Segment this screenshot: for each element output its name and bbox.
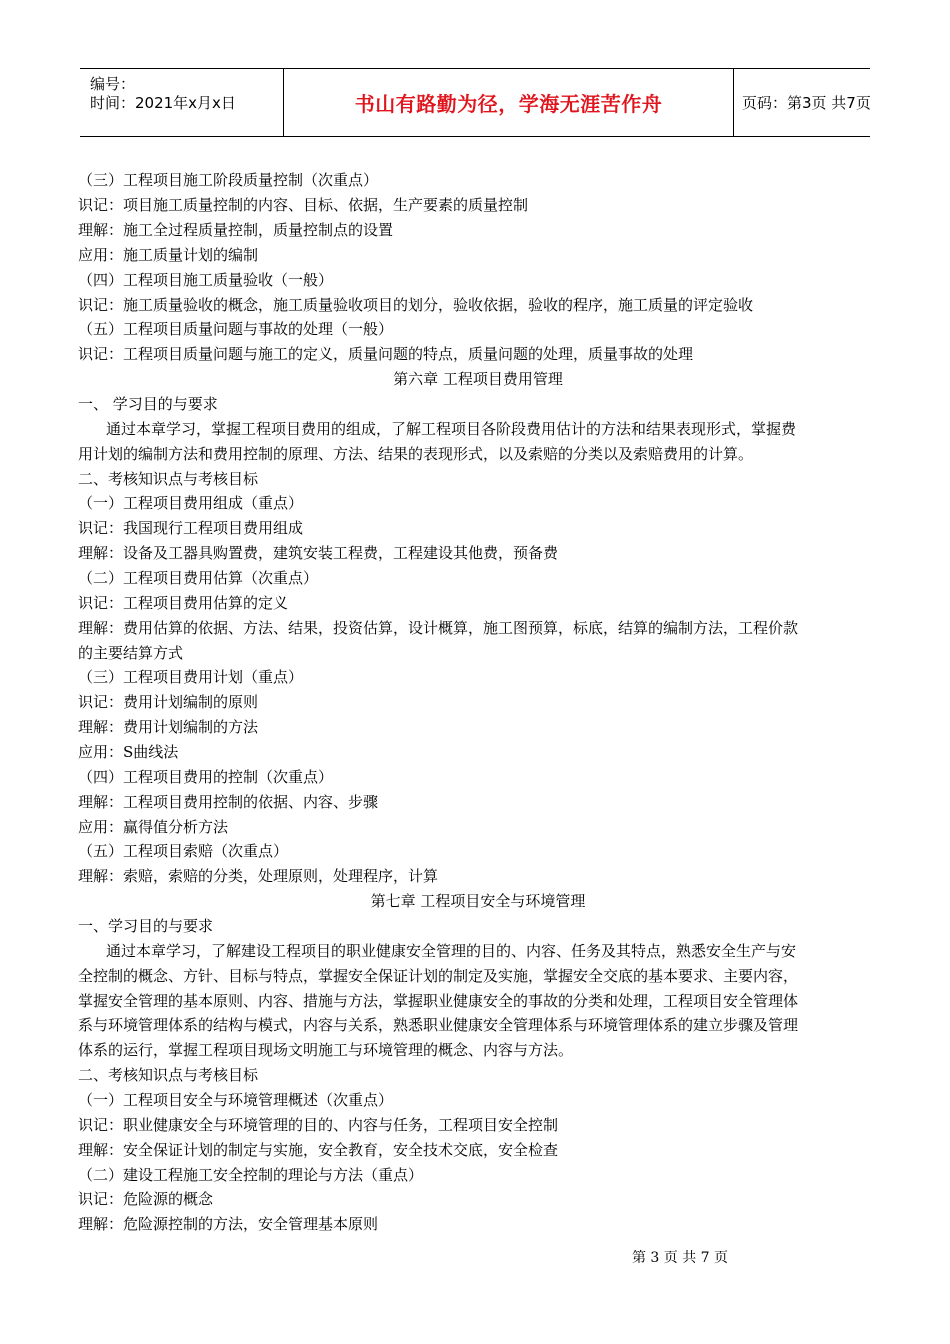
body-line: 理解：索赔，索赔的分类，处理原则，处理程序，计算 (78, 867, 439, 885)
body-line: 理解：费用计划编制的方法 (78, 718, 259, 736)
body-line: 理解：设备及工器具购置费，建筑安装工程费，工程建设其他费，预备费 (78, 544, 559, 562)
section-heading: （三）工程项目施工阶段质量控制（次重点） (78, 171, 379, 189)
section-heading: （三）工程项目费用计划（重点） (78, 668, 304, 686)
section-heading: （五）工程项目质量问题与事故的处理（一般） (78, 320, 394, 338)
body-line: 应用：S曲线法 (78, 743, 179, 761)
body-line: 识记：费用计划编制的原则 (78, 693, 259, 711)
body-line: 理解：危险源控制的方法，安全管理基本原则 (78, 1215, 379, 1233)
body-line: 识记：工程项目费用估算的定义 (78, 594, 289, 612)
body-line: 理解：费用估算的依据、方法、结果，投资估算，设计概算，施工图预算，标底，结算的编制方法，工程价款 (78, 619, 799, 637)
header-page-number: 页码：第3页 共7页 (742, 94, 871, 112)
body-line: 应用：赢得值分析方法 (78, 818, 229, 836)
section-heading: （二）工程项目费用估算（次重点） (78, 569, 319, 587)
body-line: 理解：工程项目费用控制的依据、内容、步骤 (78, 793, 379, 811)
body-line: 理解：安全保证计划的制定与实施，安全教育，安全技术交底，安全检查 (78, 1141, 559, 1159)
section-heading: （一）工程项目安全与环境管理概述（次重点） (78, 1091, 394, 1109)
chapter-title: 第六章 工程项目费用管理 (393, 370, 563, 388)
body-line: 理解：施工全过程质量控制，质量控制点的设置 (78, 221, 394, 239)
document-header (80, 68, 870, 137)
body-line: 识记：项目施工质量控制的内容、目标、依据，生产要素的质量控制 (78, 196, 529, 214)
document-date-label: 时间：2021年x月x日 (90, 94, 236, 112)
section-heading: （二）建设工程施工安全控制的理论与方法（重点） (78, 1166, 424, 1184)
header-motto: 书山有路勤为径，学海无涯苦作舟 (354, 92, 663, 116)
section-heading: （四）工程项目施工质量验收（一般） (78, 271, 334, 289)
paragraph-line: 掌握安全管理的基本原则、内容、措施与方法，掌握职业健康安全的事故的分类和处理，工程项目安全管理体 (78, 992, 799, 1010)
paragraph-line: 通过本章学习，掌握工程项目费用的组成，了解工程项目各阶段费用估计的方法和结果表现形式，掌握费 (106, 420, 797, 438)
section-heading: （五）工程项目索赔（次重点） (78, 842, 289, 860)
body-line: 识记：工程项目质量问题与施工的定义，质量问题的特点，质量问题的处理，质量事故的处理 (78, 345, 694, 363)
document-id-label: 编号： (90, 75, 136, 93)
paragraph-line: 系与环境管理体系的结构与模式，内容与关系，熟悉职业健康安全管理体系与环境管理体系的建立步骤及管理 (78, 1016, 799, 1034)
chapter-title: 第七章 工程项目安全与环境管理 (370, 892, 586, 910)
section-heading: 一、学习目的与要求 (78, 917, 214, 935)
section-heading: （一）工程项目费用组成（重点） (78, 494, 304, 512)
header-right-cell (734, 69, 870, 136)
body-line: 识记：危险源的概念 (78, 1190, 214, 1208)
paragraph-line: 体系的运行，掌握工程项目现场文明施工与环境管理的概念、内容与方法。 (78, 1041, 574, 1059)
body-line: 应用：施工质量计划的编制 (78, 246, 259, 264)
section-heading: 二、考核知识点与考核目标 (78, 1066, 259, 1084)
page-footer: 第 3 页 共 7 页 (631, 1250, 729, 1266)
section-heading: 二、考核知识点与考核目标 (78, 470, 259, 488)
paragraph-line: 用计划的编制方法和费用控制的原理、方法、结果的表现形式，以及索赔的分类以及索赔费用的计算。 (78, 445, 754, 463)
header-middle-cell (284, 69, 734, 136)
body-line: 识记：职业健康安全与环境管理的目的、内容与任务，工程项目安全控制 (78, 1116, 559, 1134)
body-line: 识记：施工质量验收的概念，施工质量验收项目的划分，验收依据，验收的程序，施工质量的评定验收 (78, 296, 754, 314)
section-heading: （四）工程项目费用的控制（次重点） (78, 768, 334, 786)
body-line: 识记：我国现行工程项目费用组成 (78, 519, 304, 537)
section-heading: 一、 学习目的与要求 (78, 395, 218, 413)
header-left-cell (80, 69, 284, 136)
body-line: 的主要结算方式 (78, 644, 184, 662)
paragraph-line: 全控制的概念、方针、目标与特点，掌握安全保证计划的制定及实施，掌握安全交底的基本要求、主要内容， (78, 967, 799, 985)
paragraph-line: 通过本章学习，了解建设工程项目的职业健康安全管理的目的、内容、任务及其特点，熟悉安全生产与安 (106, 942, 797, 960)
